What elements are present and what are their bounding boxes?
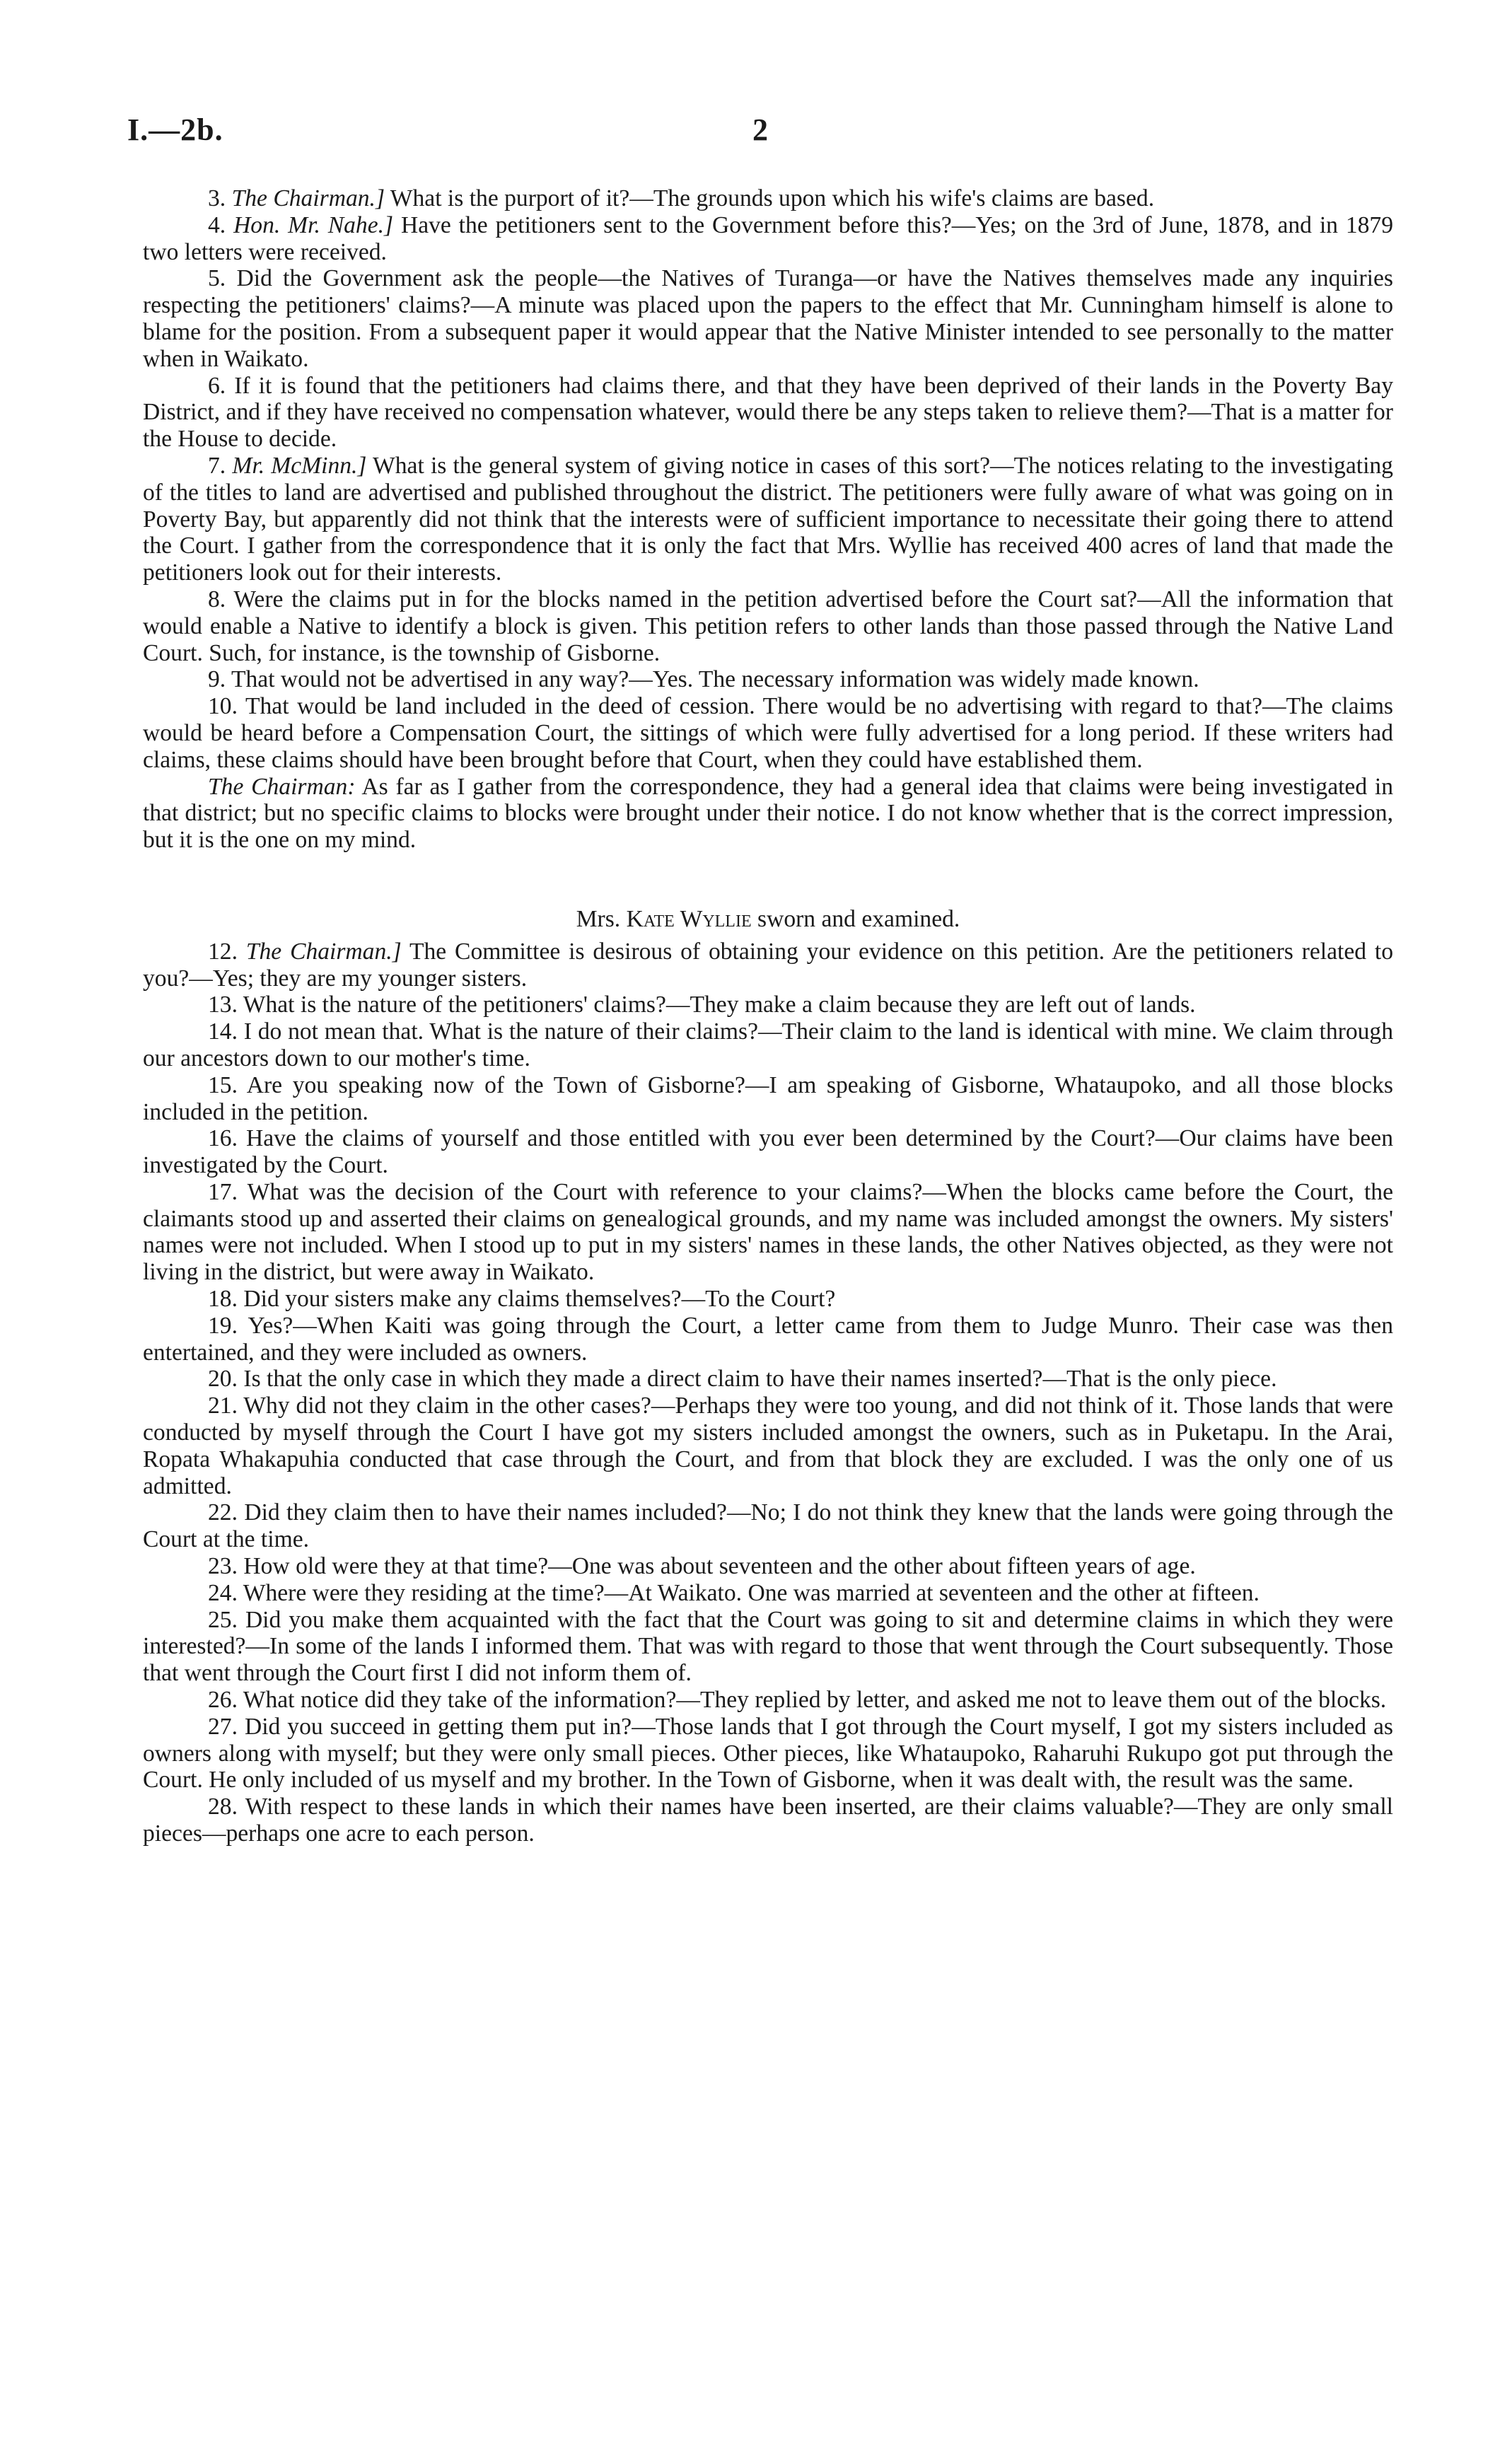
question-paragraph [143,1714,1393,1794]
question-number: 20. [208,1366,238,1393]
question-number: 4. [208,211,226,238]
question-paragraph [143,1072,1393,1126]
question-text: Are you speaking now of the Town of Gisborne?—I am speaking of Gisborne, Whataupoko, and all those blocks included in the petition. [143,1071,1393,1125]
question-text: I do not mean that. What is the nature of their claims?—Their claim to the land is identical with mine. We claim through our ancestors down to our mother's time. [143,1018,1393,1071]
question-text: That would not be advertised in any way?—Yes. The necessary information was widely made known. [231,666,1199,693]
speaker-name: The Chairman.] [231,185,385,211]
question-paragraph [143,1553,1393,1580]
question-number: 24. [208,1579,238,1606]
document-reference: I.—2b. [127,112,223,147]
speaker-name: The Chairman.] [245,938,402,965]
question-paragraph [143,1499,1393,1553]
question-number: 16. [208,1125,238,1152]
question-number: 6. [208,372,226,399]
question-paragraph [143,1580,1393,1607]
question-number: 17. [208,1178,238,1205]
question-number: 9. [208,666,226,693]
question-text: If it is found that the petitioners had claims there, and that they have been deprived of their lands in the Poverty Bay District, and if they have received no compensation whatever, would there be any steps taken to relieve them?—That is a matter for the House to decide. [143,372,1393,453]
question-text: What was the decision of the Court with reference to your claims?—When the blocks came before the Court, the claimants stood up and asserted their claims on genealogical grounds, and my name was included amongst the owners. My sisters' names were not included. When I stood up to put in my sisters' names in these lands, the other Natives objected, as they were not living in the district, but were away in Waikato. [143,1178,1393,1286]
question-paragraph [143,1607,1393,1687]
question-text: Did the Government ask the people—the Natives of Turanga—or have the Natives themselves made any inquiries respecting the petitioners' claims?—A minute was placed upon the papers to the effect that Mr. Cunningham himself is alone to blame for the position. From a subsequent paper it would appear that the Native Minister intended to see personally to the matter when in Waikato. [143,265,1393,372]
question-text: How old were they at that time?—One was about seventeen and the other about fifteen years of age. [243,1553,1196,1580]
question-text: Did they claim then to have their names included?—No; I do not think they knew that the lands were going through the Court at the time. [143,1499,1393,1553]
question-text: Did you succeed in getting them put in?—Those lands that I got through the Court myself, I got my sisters included as owners along with myself; but they were only small pieces. Other pieces, like Whataupoko, Raharuhi Rukupo got put through the Court. He only included of us myself and my brother. In the Town of Gisborne, when it was dealt with, the result was the same. [143,1713,1393,1794]
question-text: What is the general system of giving notice in cases of this sort?—The notices relating to the investigating of the titles to land are advertised and published throughout the district. The petitioners were fully aware of what was going on in Poverty Bay, but apparently did not think that the interests were of sufficient importance to necessitate their going there to attend the Court. I gather from the correspondence that it is only the fact that Mrs. Wyllie has received 400 acres of land that made the petitioners look out for their interests. [143,452,1393,586]
question-paragraph [143,265,1393,372]
question-paragraph [143,373,1393,453]
question-number: 28. [208,1794,238,1820]
question-text: The Committee is desirous of obtaining your evidence on this petition. Are the petitioners related to you?—Yes; they are my younger sisters. [143,938,1393,992]
question-number: 23. [208,1553,238,1580]
question-text: What is the nature of the petitioners' claims?—They make a claim because they are left out of lands. [243,992,1196,1018]
question-paragraph [143,666,1393,693]
question-paragraph [143,1286,1393,1313]
question-paragraph [143,1179,1393,1286]
question-number: 13. [208,992,238,1018]
question-paragraph [143,992,1393,1018]
speaker-name: Mr. McMinn.] [232,452,367,479]
questions-after [143,938,1393,1847]
question-number: 22. [208,1499,238,1526]
question-text: That would be land included in the deed of cession. There would be no advertising with regard to that?—The claims would be heard before a Compensation Court, the sittings of which were fully advertised for a long period. If these writers had claims, these claims should have been brought before that Court, when they could have established them. [143,693,1394,773]
questions-before [143,185,1393,854]
question-text: Is that the only case in which they made a direct claim to have their names inserted?—That is the only piece. [243,1366,1277,1393]
question-number: 21. [208,1393,238,1419]
question-number: 12. [208,938,238,965]
question-paragraph [143,185,1393,212]
page-number: 2 [752,112,768,147]
question-paragraph [143,1687,1393,1714]
question-text: Where were they residing at the time?—At Waikato. One was married at seventeen and the other at fifteen. [243,1579,1260,1606]
question-paragraph [143,1393,1393,1499]
question-number: 27. [208,1713,238,1740]
document-body [143,185,1393,1847]
question-paragraph [143,693,1393,773]
question-paragraph [143,453,1393,586]
question-number: 5. [208,265,226,292]
question-text: Yes?—When Kaiti was going through the Court, a letter came from them to Judge Munro. Their case was then entertained, and they were included as owners. [143,1312,1393,1366]
question-paragraph [143,1018,1393,1072]
section-heading [143,906,1393,933]
question-number: 8. [208,586,226,612]
question-number: 26. [208,1687,238,1714]
question-text: What is the purport of it?—The grounds upon which his wife's claims are based. [385,185,1155,211]
question-paragraph [143,1794,1393,1847]
question-text: As far as I gather from the correspondence, they had a general idea that claims were being investigated in that district; but no specific claims to blocks were brought under their notice. I do not know whether that is the correct impression, but it is the one on my mind. [143,773,1393,854]
question-number: 19. [208,1312,238,1339]
question-paragraph [143,938,1393,992]
question-paragraph [143,586,1393,666]
heading-prefix: Mrs. [576,905,627,932]
question-number: 10. [208,693,238,720]
question-text: Have the petitioners sent to the Government before this?—Yes; on the 3rd of June, 1878, and in 1879 two letters were received. [143,211,1393,265]
question-text: Why did not they claim in the other cases?—Perhaps they were too young, and did not think of it. Those lands that were conducted by myself through the Court I have got my sisters included amongst the owners, such as in Puketapu. In the Arai, Ropata Whakapuhia conducted that case through the Court, and from that block they are excluded. I was the only one of us admitted. [143,1393,1393,1499]
question-number: 14. [208,1018,238,1045]
question-text: With respect to these lands in which their names have been inserted, are their claims valuable?—They are only small pieces—perhaps one acre to each person. [143,1794,1393,1847]
question-text: Did your sisters make any claims themselves?—To the Court? [243,1286,836,1313]
question-text: Did you make them acquainted with the fact that the Court was going to sit and determine claims in which they were interested?—In some of the lands I informed them. That was with regard to those that went through the Court subsequently. Those that went through the Court first I did not inform them of. [143,1606,1393,1687]
heading-suffix: sworn and examined. [751,905,960,932]
question-paragraph [143,1125,1393,1179]
question-paragraph [143,212,1393,266]
question-number: 3. [208,185,226,211]
question-text: What notice did they take of the information?—They replied by letter, and asked me not to leave them out of the blocks. [243,1687,1387,1714]
question-text: Have the claims of yourself and those entitled with you ever been determined by the Court?—Our claims have been investigated by the Court. [143,1125,1393,1179]
question-text: Were the claims put in for the blocks named in the petition advertised before the Court sat?—All the information that would enable a Native to identify a block is given. This petition refers to other lands than those passed through the Native Land Court. Such, for instance, is the township of Gisborne. [143,586,1393,666]
question-number: 7. [208,452,226,479]
question-number: 25. [208,1606,238,1633]
question-number: 15. [208,1071,238,1098]
heading-witness-name: Kate Wyllie [626,905,752,932]
question-paragraph [143,1313,1393,1366]
question-paragraph [143,774,1393,854]
question-number: 18. [208,1286,238,1313]
speaker-name: Hon. Mr. Nahe.] [233,211,394,238]
question-paragraph [143,1366,1393,1393]
speaker-name: The Chairman: [208,773,356,800]
